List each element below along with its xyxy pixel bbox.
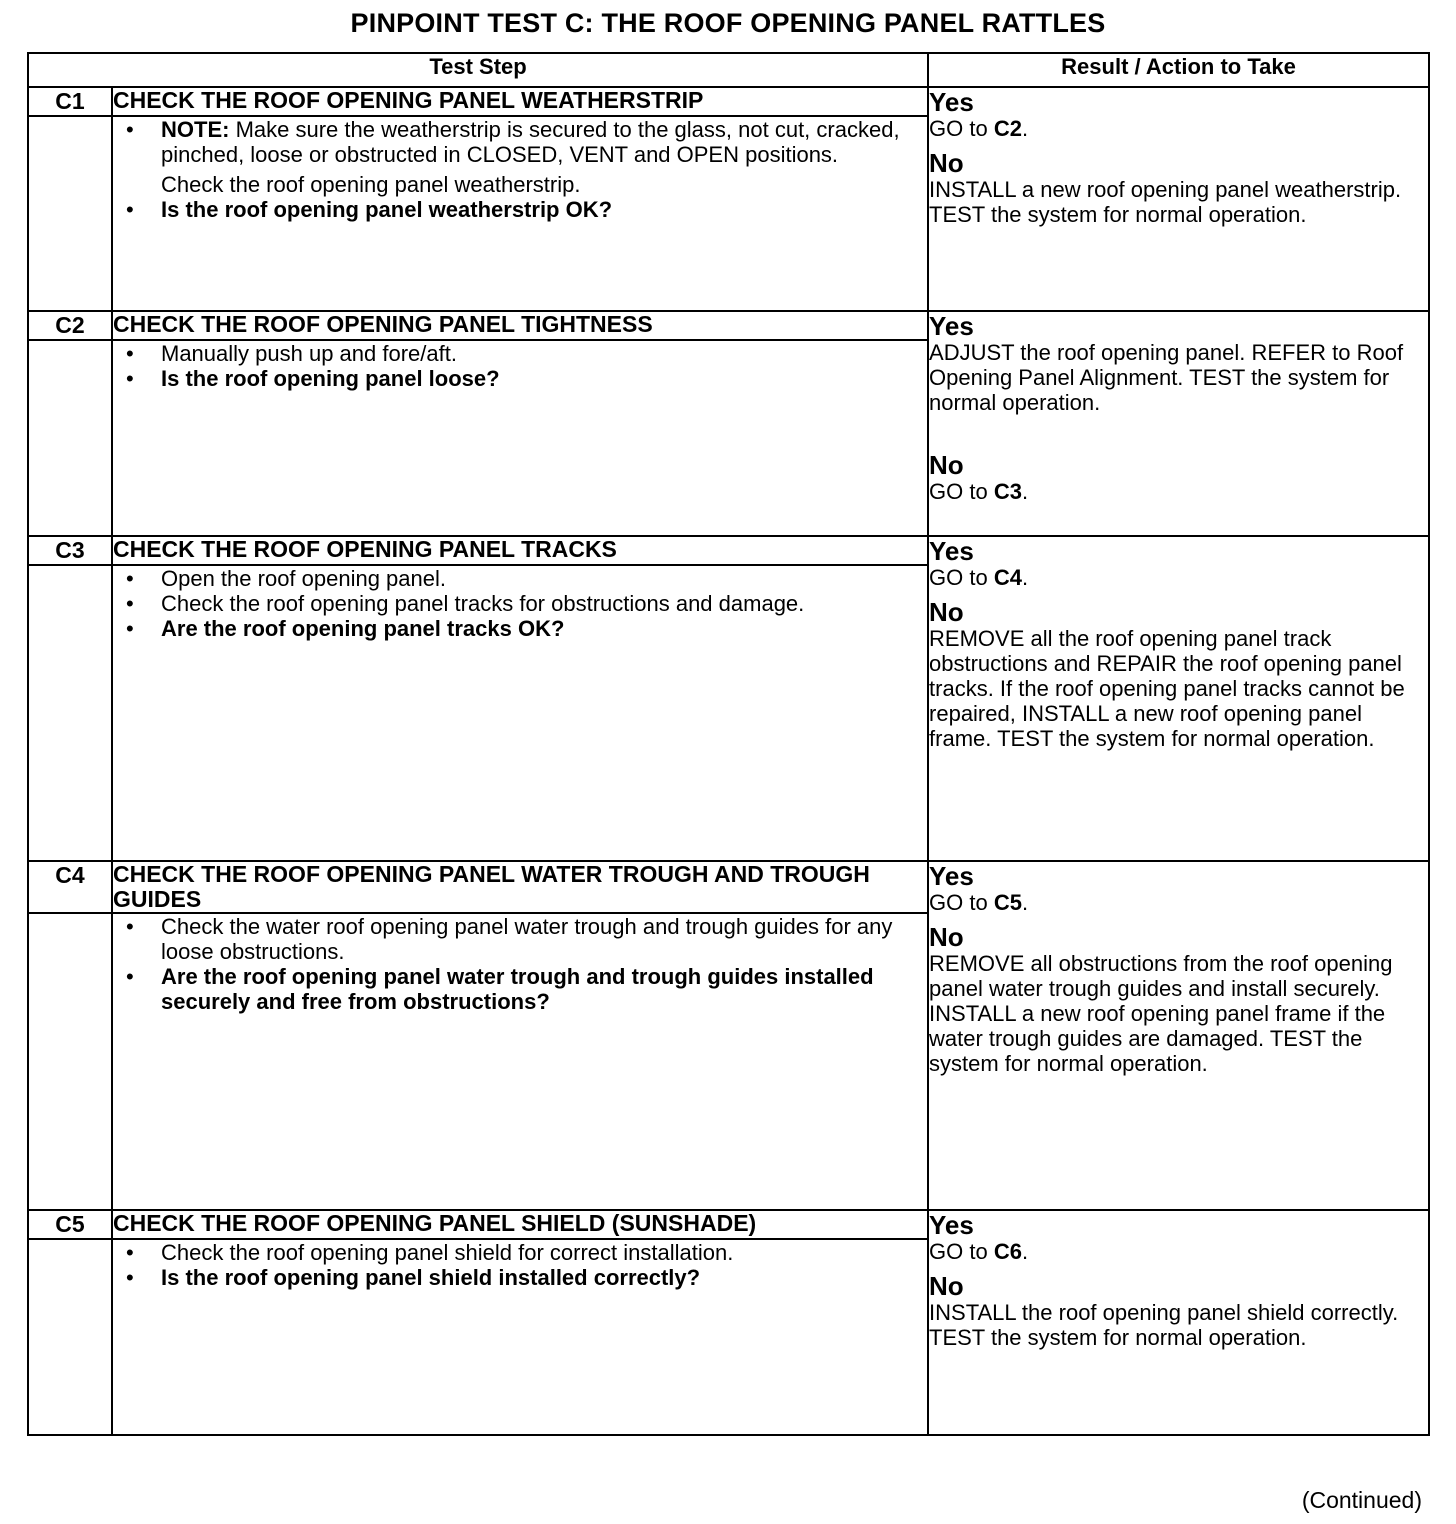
step-title-row: [28, 311, 1429, 340]
pinpoint-test-table: [27, 52, 1430, 1436]
no-action: INSTALL a new roof opening panel weatherstrip. TEST the system for normal operation.: [929, 177, 1402, 227]
step-title: CHECK THE ROOF OPENING PANEL TRACKS: [112, 536, 928, 565]
test-step-header: Test Step: [28, 53, 928, 87]
list-item: [113, 1240, 927, 1265]
bullet: •: [126, 341, 134, 366]
step-result: [928, 1210, 1429, 1435]
step-result: [928, 311, 1429, 536]
yes-label: Yes: [929, 87, 974, 117]
instruction-text: Check the roof opening panel weatherstrip.: [161, 172, 581, 197]
no-action: REMOVE all obstructions from the roof opening panel water trough guides and install securely. INSTALL a new roof opening panel frame if the water trough guides are damaged. TEST the system for normal operation.: [929, 951, 1393, 1076]
no-label: No: [929, 148, 964, 178]
list-item: [113, 616, 927, 641]
instruction-text: Manually push up and fore/aft.: [161, 341, 457, 366]
step-id-spacer: [28, 913, 112, 1210]
yes-action-text: GO to: [929, 890, 994, 915]
step-id: C3: [28, 536, 112, 565]
step-title: CHECK THE ROOF OPENING PANEL SHIELD (SUNSHADE): [112, 1210, 928, 1239]
step-title-row: [28, 861, 1429, 913]
yes-action: [929, 1239, 1428, 1264]
yes-action-text: GO to: [929, 1239, 994, 1264]
yes-label: Yes: [929, 536, 974, 566]
bullet: •: [126, 197, 134, 222]
page-title: PINPOINT TEST C: THE ROOF OPENING PANEL RATTLES: [350, 8, 1106, 38]
bullet: •: [126, 914, 134, 939]
note-label: NOTE:: [161, 117, 230, 142]
step-question: Is the roof opening panel shield installed correctly?: [161, 1265, 701, 1290]
yes-action-end: .: [1021, 1239, 1029, 1264]
no-action: REMOVE all the roof opening panel track obstructions and REPAIR the roof opening panel tracks. If the roof opening panel tracks cannot be repaired, INSTALL a new roof opening panel frame. TEST the system for normal operation.: [929, 626, 1405, 751]
step-title-row: [28, 1210, 1429, 1239]
yes-label: Yes: [929, 861, 974, 891]
yes-action-text: GO to: [929, 116, 994, 141]
no-action: [929, 479, 1028, 504]
yes-action: [929, 565, 1428, 590]
yes-action-end: .: [1021, 565, 1029, 590]
bullet: •: [126, 591, 134, 616]
step-id-spacer: [28, 116, 112, 311]
step-title: CHECK THE ROOF OPENING PANEL TIGHTNESS: [112, 311, 928, 340]
yes-label: Yes: [929, 311, 974, 341]
no-action: INSTALL the roof opening panel shield correctly. TEST the system for normal operation.: [929, 1300, 1399, 1350]
list-item: [113, 197, 927, 222]
step-title-row: [28, 536, 1429, 565]
step-result: [928, 861, 1429, 1210]
step-id: C1: [28, 87, 112, 116]
bullet: •: [126, 117, 134, 142]
step-question: Are the roof opening panel water trough and trough guides installed securely and free from obstructions?: [161, 964, 874, 1014]
instruction-text: Open the roof opening panel.: [161, 566, 447, 591]
step-result: [928, 536, 1429, 861]
step-body: [112, 913, 928, 1210]
no-label: No: [929, 1271, 964, 1301]
no-label: No: [929, 922, 964, 952]
instruction-text: Check the roof opening panel shield for correct installation.: [161, 1240, 734, 1265]
step-id: C5: [28, 1210, 112, 1239]
step-result: [928, 87, 1429, 311]
no-action-end: .: [1021, 479, 1029, 504]
bullet: •: [126, 1240, 134, 1265]
step-id: C2: [28, 311, 112, 340]
bullet: •: [126, 366, 134, 391]
yes-label: Yes: [929, 1210, 974, 1240]
list-item: [113, 366, 927, 391]
no-action-text: GO to: [929, 479, 994, 504]
step-title: CHECK THE ROOF OPENING PANEL WATER TROUGH AND TROUGH GUIDES: [112, 861, 928, 913]
step-body: [112, 116, 928, 311]
yes-action-text: GO to: [929, 565, 994, 590]
step-title: CHECK THE ROOF OPENING PANEL WEATHERSTRIP: [112, 87, 928, 116]
bullet: •: [126, 964, 134, 989]
list-item: [113, 964, 927, 1014]
step-body: [112, 340, 928, 536]
step-question: Are the roof opening panel tracks OK?: [161, 616, 565, 641]
no-label: No: [929, 597, 964, 627]
step-question: Is the roof opening panel weatherstrip OK?: [161, 197, 613, 222]
list-item: [113, 117, 927, 197]
list-item: [113, 566, 927, 591]
step-body: [112, 1239, 928, 1435]
step-id: C4: [28, 861, 112, 913]
instruction-text: Check the roof opening panel tracks for obstructions and damage.: [161, 591, 805, 616]
result-header: Result / Action to Take: [928, 53, 1429, 87]
instruction-text: Check the water roof opening panel water trough and trough guides for any loose obstructions.: [161, 914, 893, 964]
step-id-spacer: [28, 1239, 112, 1435]
step-reference: C3: [993, 479, 1022, 504]
step-id-spacer: [28, 565, 112, 861]
step-reference: C5: [993, 890, 1022, 915]
step-body: [112, 565, 928, 861]
no-label: No: [929, 450, 964, 480]
step-id-spacer: [28, 340, 112, 536]
step-reference: C6: [993, 1239, 1022, 1264]
list-item: [113, 591, 927, 616]
list-item: [113, 1265, 927, 1290]
list-item: [113, 914, 927, 964]
table-header-row: [28, 53, 1429, 87]
yes-action: [929, 890, 1428, 915]
bullet: •: [126, 616, 134, 641]
yes-action-end: .: [1021, 890, 1029, 915]
continued-label: (Continued): [1301, 1487, 1422, 1513]
step-reference: C2: [993, 116, 1022, 141]
step-question: Is the roof opening panel loose?: [161, 366, 500, 391]
step-reference: C4: [993, 565, 1022, 590]
step-title-row: [28, 87, 1429, 116]
yes-action-end: .: [1021, 116, 1029, 141]
list-item: [113, 341, 927, 366]
note-text: Make sure the weatherstrip is secured to the glass, not cut, cracked, pinched, loose or obstructed in CLOSED, VENT and OPEN positions.: [161, 117, 900, 167]
yes-action: [929, 116, 1428, 141]
bullet: •: [126, 566, 134, 591]
bullet: •: [126, 1265, 134, 1290]
yes-action: ADJUST the roof opening panel. REFER to Roof Opening Panel Alignment. TEST the system for normal operation.: [929, 340, 1404, 415]
